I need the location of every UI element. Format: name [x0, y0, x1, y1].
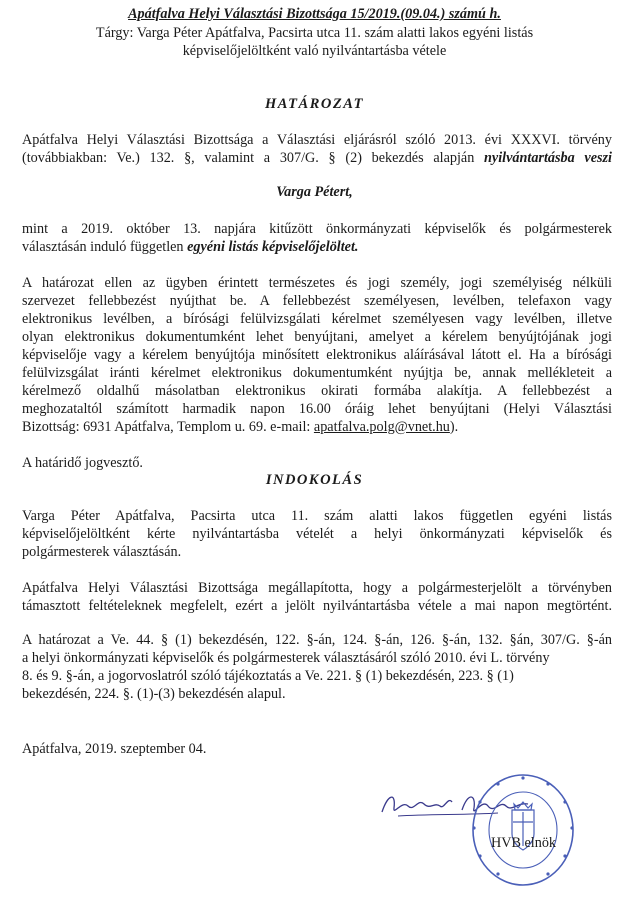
appeal-line-2: szervezet fellebbezést nyújthat be. A fellebbezést személyesen, levélben, telefaxon vagy: [22, 293, 612, 309]
legal-basis-line-3: 8. és 9. §-án, a jogorvoslatról szóló tájékoztatás a Ve. 221. § (1) bekezdésén, 223. § (1): [22, 668, 514, 684]
appeal-line-8: meghozataltól számított harmadik napon 16.00 óráig lehet benyújtani (Helyi Választási: [22, 401, 612, 417]
appeal-line-9-end: ).: [449, 419, 459, 435]
decision-p2-line2-text: választásán induló független: [22, 239, 188, 255]
legal-basis-line-2: a helyi önkormányzati képviselők és polgármesterek választásáról szóló 2010. évi L. törvény: [22, 650, 550, 666]
signer-role: HVB elnök: [491, 835, 557, 851]
legal-basis-line-1: A határozat a Ve. 44. § (1) bekezdésén, 122. §-án, 124. §-án, 126. §-án, 132. §án, 307/G. §-án: [22, 632, 612, 648]
decision-p2-line2-emphasis: egyéni listás képviselőjelöltet.: [187, 239, 359, 255]
legal-basis-line-4: bekezdésén, 224. §. (1)-(3) bekezdésén alapul.: [22, 686, 286, 702]
reasoning-p1-line3: polgármesterek választásán.: [22, 544, 182, 560]
reasoning-p2-line2: támasztott feltételeknek megfelelt, ezért a jelölt nyilvántartásba vétele a mai napon megtörtént.: [22, 598, 612, 614]
appeal-line-6: felülvizsgálat iránti kérelmet elektronikus dokumentumként nyújtja be, annak mellékleteit a: [22, 365, 612, 381]
appeal-line-3: elektronikus levélben, a bírósági felülvizsgálati kérelmet személyesen vagy levélben, illetve: [22, 311, 612, 327]
reasoning-p2-line1: Apátfalva Helyi Választási Bizottsága megállapította, hogy a polgármesterjelölt a törvényben: [22, 580, 612, 596]
reasoning-heading: INDOKOLÁS: [265, 472, 364, 488]
decision-p1-line1: Apátfalva Helyi Választási Bizottsága a Választási eljárásról szóló 2013. évi XXXVI. törvény: [22, 132, 612, 148]
candidate-name: Varga Pétert,: [276, 184, 353, 200]
appeal-line-9: [22, 419, 458, 436]
decision-p1-line2: [22, 150, 612, 167]
email-link[interactable]: apatfalva.polg@vnet.hu: [313, 419, 450, 435]
subject-line-1: Tárgy: Varga Péter Apátfalva, Pacsirta utca 11. szám alatti lakos egyéni listás: [95, 25, 534, 41]
appeal-line-7: kérelmező oldalhű másolatban elektronikus okirati formába alakítja. A fellebbezést a: [22, 383, 612, 399]
decision-p1-line2-text: (továbbiakban: Ve.) 132. §, valamint a 307/G. § (2) bekezdés alapján: [22, 150, 485, 166]
appeal-line-9-text: Bizottság: 6931 Apátfalva, Templom u. 69. e-mail:: [22, 419, 314, 435]
document-title: Apátfalva Helyi Választási Bizottsága 15/2019.(09.04.) számú h.: [128, 6, 501, 22]
decision-p2-line2: [22, 239, 358, 256]
decision-p2-line1: mint a 2019. október 13. napjára kitűzött önkormányzati képviselők és polgármesterek: [22, 221, 612, 237]
official-stamp-icon: [468, 770, 578, 890]
reasoning-p1-line2: képviselőjelöltként kérte nyilvántartásba vételét a helyi önkormányzati képviselők és: [22, 526, 612, 542]
deadline-note: A határidő jogvesztő.: [22, 455, 143, 471]
decision-p1-line2-emphasis: nyilvántartásba veszi: [484, 150, 612, 166]
appeal-line-5: képviselője vagy a kérelem benyújtója minősített elektronikus aláírásával látott el. Ha a bírósági: [22, 347, 612, 363]
appeal-line-1: A határozat ellen az ügyben érintett természetes és jogi személy, jogi személyiség nélküli: [22, 275, 612, 291]
place-date: Apátfalva, 2019. szeptember 04.: [22, 741, 207, 757]
subject-line-2: képviselőjelöltként való nyilvántartásba vétele: [182, 43, 447, 59]
appeal-line-4: olyan elektronikus dokumentumként lehet benyújtani, amelyet a kérelem benyújtójának jogi: [22, 329, 612, 345]
decision-heading: HATÁROZAT: [265, 96, 364, 112]
reasoning-p1-line1: Varga Péter Apátfalva, Pacsirta utca 11. szám alatti lakos független egyéni listás: [22, 508, 612, 524]
